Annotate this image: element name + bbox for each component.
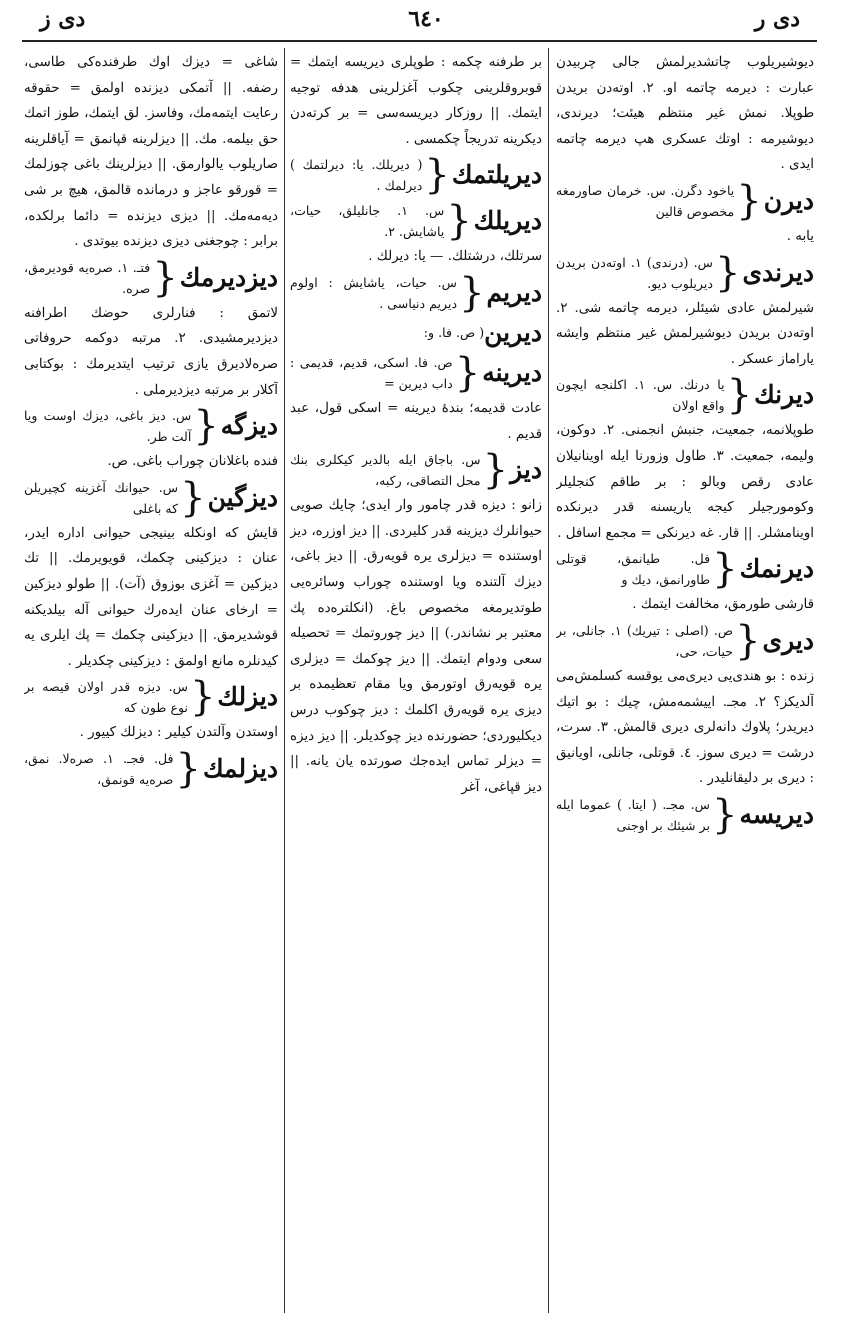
column-rule: [548, 48, 549, 1313]
headword: دیرن: [763, 185, 814, 215]
text-paragraph: قارشی طورمق، مخالفت ایتمك .: [632, 597, 814, 613]
headword: دیزگین: [207, 482, 278, 512]
brace-glyph: {: [424, 152, 450, 199]
dictionary-entry: [556, 546, 814, 592]
entry-definition: ( دیریلك. یا: دیرلتمك ) دیرلمك .: [290, 157, 423, 194]
dictionary-entry: [24, 475, 278, 521]
brace-glyph: {: [726, 372, 753, 419]
headword: دیریلك: [473, 206, 542, 236]
headword: دیرینه: [482, 357, 542, 387]
dictionary-entry: [556, 792, 814, 838]
entry-definition: ( ص. فا. و:: [423, 325, 485, 341]
headword: دیزدیرمك: [179, 262, 278, 292]
brace-glyph: {: [715, 249, 741, 296]
dictionary-entry: [24, 746, 278, 792]
dictionary-entry: [290, 350, 542, 396]
headword: دیزلمك: [202, 753, 278, 783]
headword: دیزگه: [220, 411, 278, 441]
entry-definition: س. دیزه قدر اولان قیصه بر نوع طون كه: [24, 679, 188, 716]
text-paragraph: عادت قدیمه؛ بندهٔ دیرینه = اسكی قول، عبد قدیم .: [290, 400, 542, 442]
text-paragraph: سرتلك، درشتلك. — یا: دیرلك .: [368, 249, 542, 265]
column-right: [556, 50, 814, 1315]
entry-definition: یا درنك. س. ۱. اكلنجه ایچون واقع اولان: [556, 377, 725, 414]
text-paragraph: یابه .: [786, 228, 814, 244]
column-middle: [290, 50, 542, 1315]
brace-glyph: {: [712, 546, 738, 593]
entry-definition: فل. طیانمق، قوتلی طاورانمق، دیك و: [556, 551, 711, 588]
dictionary-entry: [290, 316, 542, 350]
column-rule: [284, 48, 285, 1313]
brace-glyph: {: [711, 791, 738, 838]
headword: دیز: [510, 455, 542, 485]
text-paragraph: شیرلمش عادی شیئلر، دیرمه چاتمه شی. ۲. اوته‌دن بریدن دیوشیرلمش غیر منتظم وایشه یاراماز عسكر .: [556, 300, 814, 367]
entry-definition: س. باجاق ایله بالدیر كیكلری بنك محل التصاقی، ركبه،: [290, 452, 481, 489]
text-paragraph: لاتمق : فنارلری حوضك اطرافنه دیزدیرمشیدی. ۲. مرتبه دوكمه حروفاتی صره‌لادیرق یازی ترتیب ایتدیرمك : بوكتابی آكلار بر مرتبه دیزدیرملی .: [24, 305, 278, 398]
headword: دیریم: [486, 277, 542, 307]
text-paragraph: اوستدن وآلتدن كیلیر : دیزلك كییور .: [79, 725, 278, 741]
dictionary-entry: [556, 178, 814, 224]
brace-glyph: {: [175, 745, 201, 792]
text-paragraph: قایش كه اونكله بینیجی حیوانی اداره ایدر، عنان : دیزكینی چكمك، قویویرمك. || تك دیزكین = آغزی بوزوق (آت). || طولو دیزكین = ارخای عنان ایده‌رك حیوانی آله بیلدیكنه قوشدیرمق. || دیزكینی چكمك = پك ایلری یه كیدنلره مانع اولمق : دیزكینی چكدیلر .: [24, 525, 278, 669]
headword: دیزلك: [217, 682, 278, 712]
brace-glyph: {: [735, 617, 761, 664]
text-paragraph: طوپلانمه، جمعیت، جنبش انجمنی. ۲. دوكون، ولیمه، جمعیت. ۳. طاول وزورنا ایله اوینانیلان عادی رقص وبالو : بر طاقم كنجلیلر وكومورجیلر كیجه یاریسنه قدر دیرنكده اوینامشلر. || قار. غه دیرنكی = مجمع اسافل .: [556, 423, 814, 541]
running-head-left: دی ز: [40, 6, 86, 32]
text-paragraph: فنده باغلانان چوراب باغی. ص.: [107, 454, 278, 470]
brace-glyph: {: [482, 447, 509, 494]
headword: دیرین: [484, 317, 542, 347]
column-left: [24, 50, 278, 1315]
entry-definition: س. دیز باغی، دیزك اوست ویا آلت طر.: [24, 408, 192, 445]
entry-definition: یاخود دگرن. س. خرمان صاورمغه مخصوص قالین: [556, 182, 735, 219]
dictionary-entry: [556, 618, 814, 664]
entry-definition: س. (درندی) ۱. اوته‌دن بریدن دیریلوب دیو.: [556, 254, 713, 291]
entry-definition: س. ۱. جانلیلق، حیات، یاشایش. ۲.: [290, 203, 445, 240]
dictionary-entry: [556, 250, 814, 296]
dictionary-entry: [556, 372, 814, 418]
text-paragraph: دیوشیریلوب چاتشدیرلمش جالی چربیدن عبارت : دیرمه چاتمه او. ۲. اوته‌دن بریدن طوپلا. نمش غیر منتظم هیئت؛ دیرندی، دیوشیرمه : اوتك عسكری هپ دیرمه چاتمه ایدی .: [556, 55, 814, 173]
brace-glyph: {: [152, 254, 178, 301]
brace-glyph: {: [459, 269, 485, 316]
text-paragraph: زنده : بو هندی‌یی دیری‌می یوقسه كسلمش‌می آلدیكز؟ ۲. مجـ. اییشمه‌مش، چیك : بو اتیك دیریدر؛ پلاوك دانه‌لری دیری قالمش. ۳. سرت، درشت = دیری سوز. ٤. قوتلی، جانلی، اویانیق : دیری بر دلیقانلیدر .: [556, 668, 814, 787]
running-head-right: دی ر: [754, 6, 800, 32]
brace-glyph: {: [736, 177, 762, 224]
dictionary-entry: [290, 152, 542, 198]
entry-definition: ص. فا. اسكی، قدیم، قدیمی : داب دیرین =: [290, 354, 453, 391]
brace-glyph: {: [454, 349, 481, 396]
dictionary-entry: [290, 270, 542, 316]
entry-definition: س. حیوانك آغزینه كچیریلن كه باغلی: [24, 479, 179, 516]
headword: دیرنك: [754, 380, 814, 410]
headword: دیریسه: [739, 799, 814, 829]
dictionary-entry: [24, 674, 278, 720]
text-paragraph: شاغی = دیزك اوك طرفنده‌كی طاسی، رضفه. || آتمكی دیزنده اولمق = حقوقه رعایت ایتمه‌مك، وفاسز. لق ایتمك، طوز اتمك حق بیلمه. مك. || دیزلرینه قپانمق = آیاقلرینه صاریلوب یالوارمق. || دیزلرینك باغی چوزلمك = قورقو عاجز و درمانده قالمق، هیچ بر شی دیه‌مه‌مك. || دیزی دیزنده = دائما برلكده، برابر : چوجغنی دیزی دیزنده بیوتدی .: [24, 55, 278, 250]
dictionary-entry: [290, 447, 542, 493]
headword: دیرندی: [742, 257, 814, 287]
page-number: ٦٤٠: [408, 6, 444, 32]
entry-definition: ص. (اصلی : تیریك) ۱. جانلی، بر حیات، حی،: [556, 622, 734, 659]
dictionary-entry: [24, 255, 278, 301]
brace-glyph: {: [446, 198, 472, 245]
text-paragraph: بر طرفنه چكمه : طوپلری دیریسه ایتمك = قوبروقلرینی چكوب آغزلرینی هدفه توجیه ایتمك. || روزكار دیریسه‌سی = بر كرته‌دن دیكرینه تدریجاً چكمسی .: [290, 55, 542, 147]
dictionary-entry: [24, 403, 278, 449]
brace-glyph: {: [189, 674, 216, 721]
headword: دیریلتمك: [451, 160, 542, 190]
header-rule: [22, 40, 817, 42]
dictionary-entry: [290, 198, 542, 244]
headword: دیری: [762, 625, 814, 655]
entry-definition: س. حیات، یاشایش : اولوم دیریم دنیاسی .: [290, 274, 458, 311]
brace-glyph: {: [193, 403, 219, 450]
page-header: [0, 0, 852, 40]
entry-definition: س. مجـ. ( ایتا. ) عموما ایله بر شیئك بر اوجنی: [556, 796, 710, 833]
text-paragraph: زانو : دیزه قدر چامور وار ایدی؛ چایك صویی حیوانلرك دیزینه قدر كلیردی. || دیز اوزره، دیز اوستنده = دیزلری یره قویه‌رق. || دیز باغی، دیزك آلتنده ویا اوستنده چوراب وسائره‌یی طوتدیرمغه مخصوص باغ. (انكلتره‌ده پك معتبر بر نشاندر.) || دیز چوروتمك = تحصیله سعی ودوام ایتمك. || دیز چوكمك = دیزلری یره قویه‌رق اوتورمق ویا مقام تعظیمده بر دیزی یره قویه‌رق اكلمك : دیز چوكوب درس دیكلیوردی؛ حضورنده دیز چوكدیلر. || دیز دیزه = دیزلر تماس ایده‌جك صورتده یان یانه. || دیز قپاغی، آغر: [290, 498, 542, 795]
entry-definition: فل. فجـ. ۱. صره‌لا. نمق، صره‌یه قونمق،: [24, 750, 174, 787]
entry-definition: فتـ. ۱. صره‌یه قودیرمق، صره.: [24, 259, 151, 296]
brace-glyph: {: [180, 474, 206, 521]
headword: دیرنمك: [739, 554, 814, 584]
